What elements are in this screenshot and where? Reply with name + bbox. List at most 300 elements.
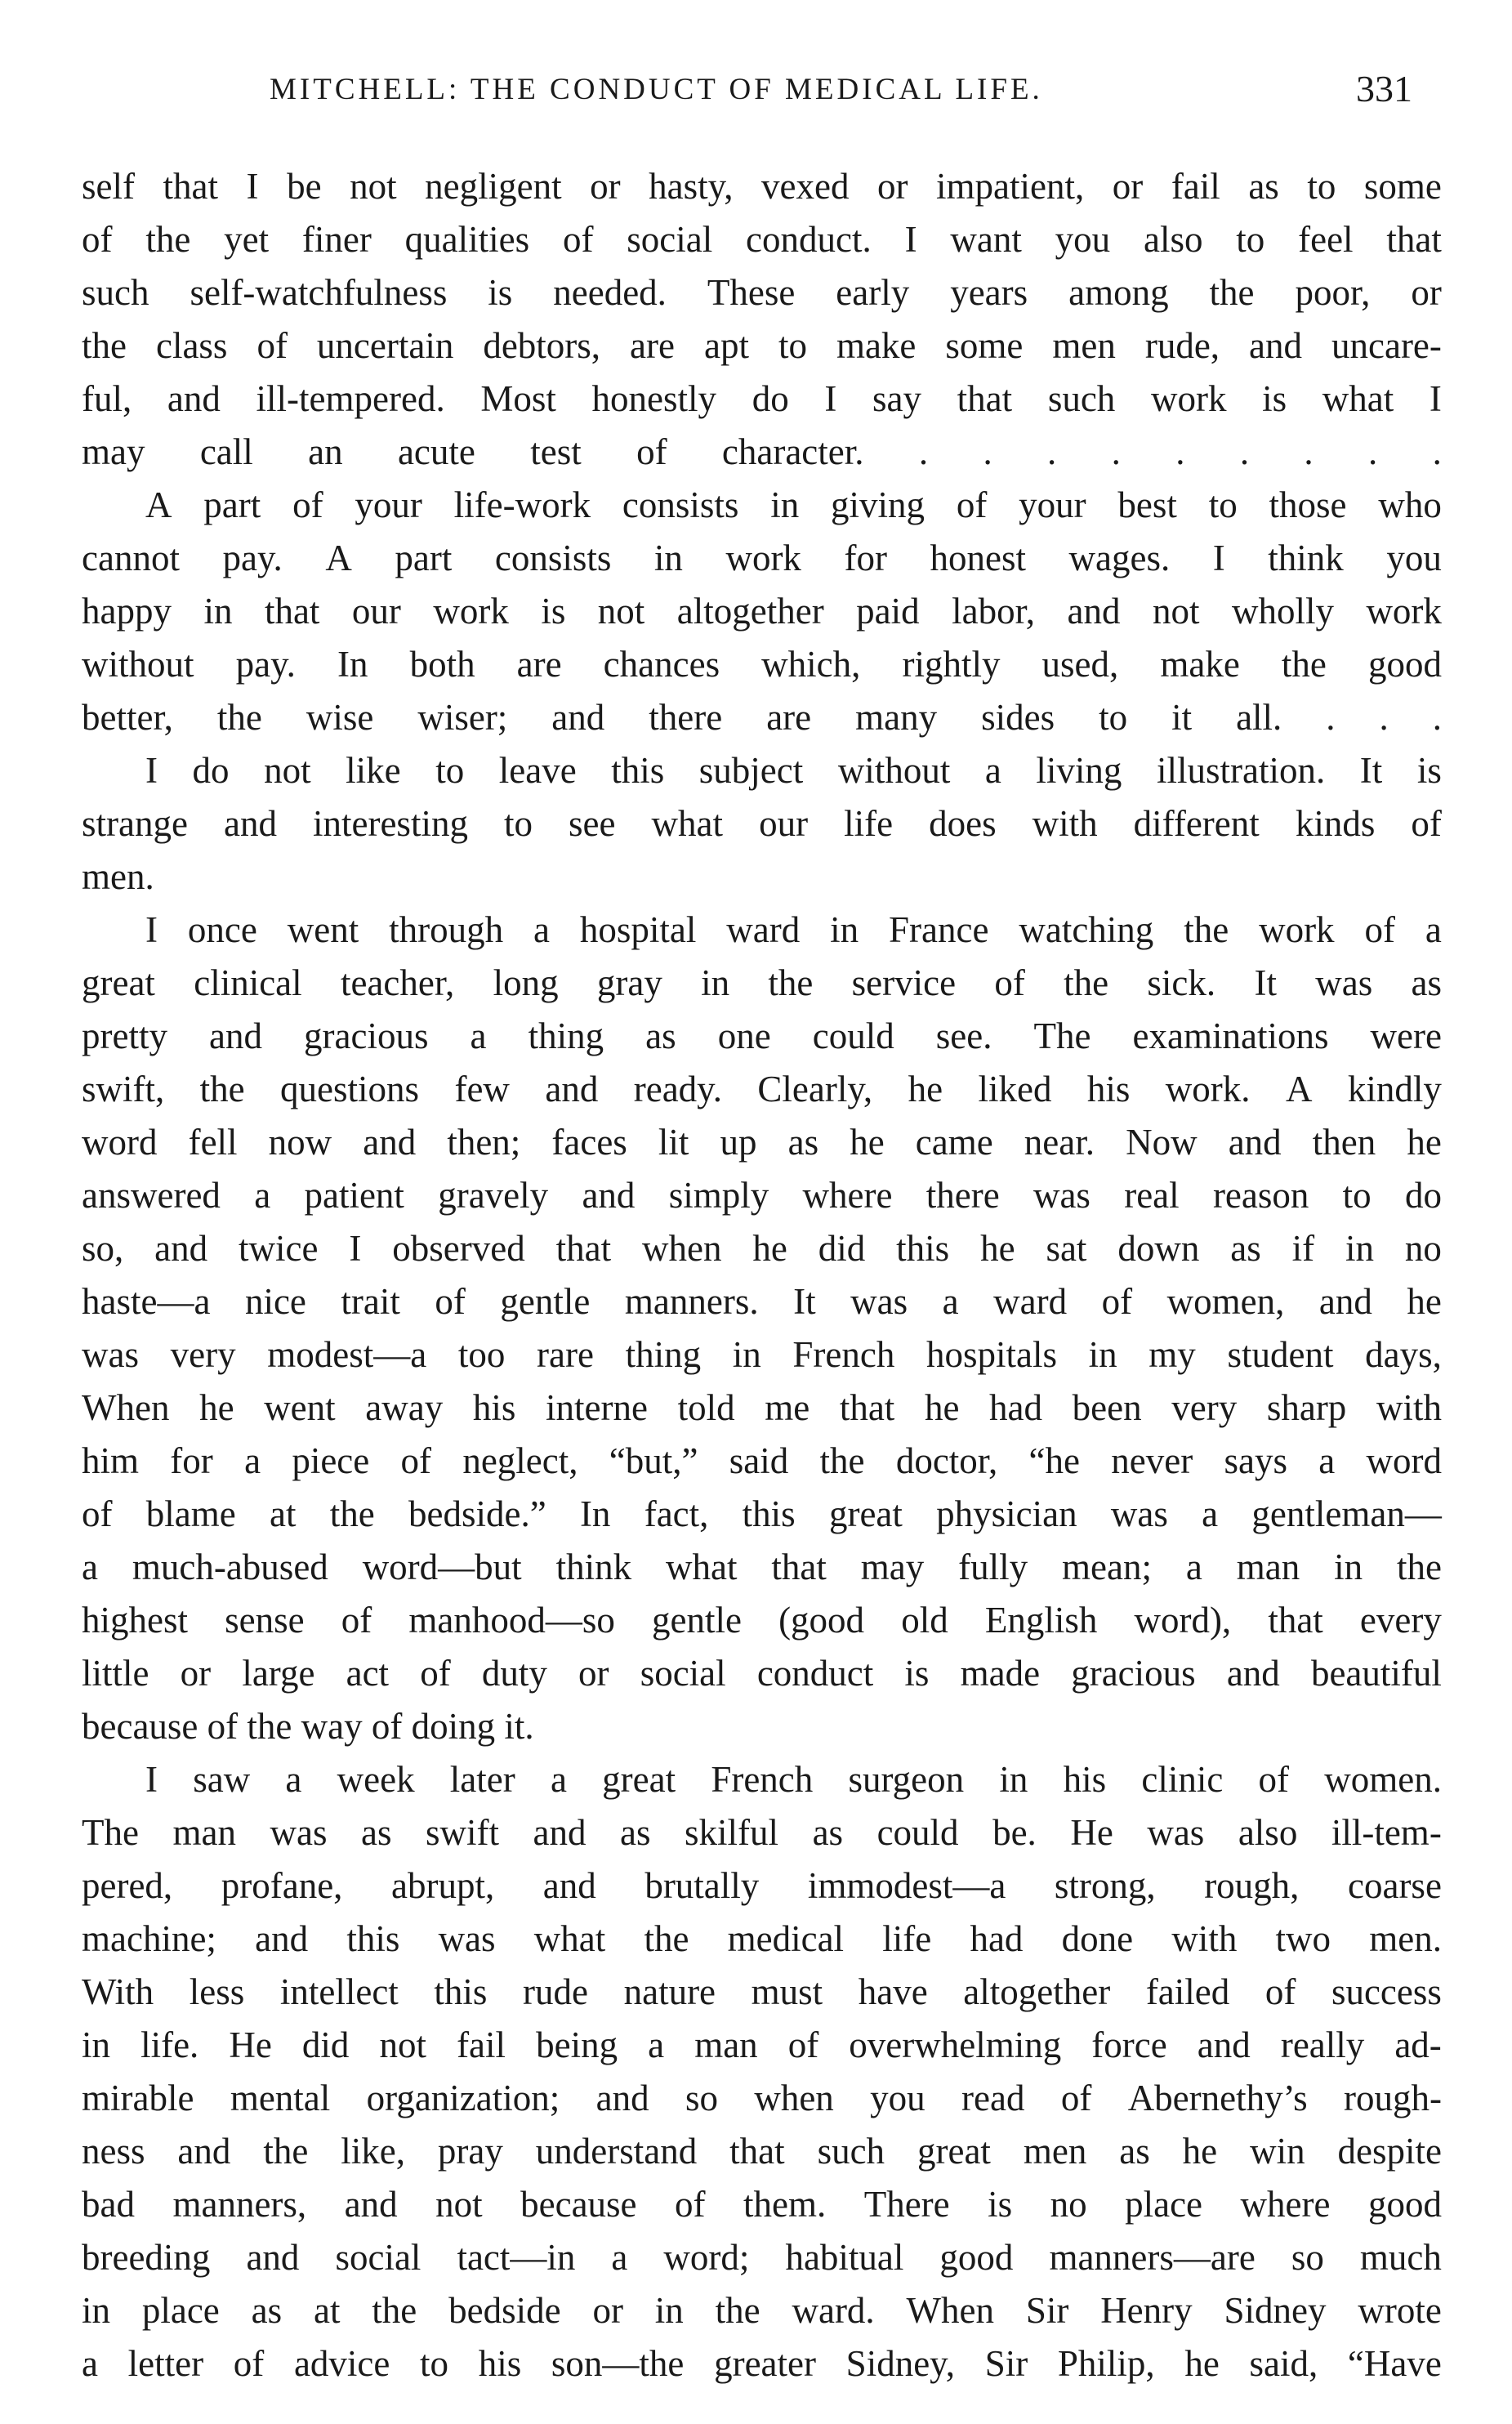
word: A [325,538,352,578]
word: of [400,1440,432,1481]
word: as [251,2290,283,2331]
word: used, [1041,644,1119,685]
word: our [759,803,809,844]
word: physician [936,1493,1077,1534]
word: medical [727,1918,845,1959]
word: great [917,2131,991,2172]
word: such [82,272,149,313]
word: . [1304,431,1314,472]
word: force [1091,2024,1167,2065]
word: and [551,697,605,738]
text-line [82,1435,1442,1488]
word: needed. [553,272,667,313]
word: it [1171,697,1193,738]
word: are [766,697,812,738]
word: also [1143,219,1203,260]
word: think [1268,538,1344,578]
word: he [908,1069,943,1109]
word: and [246,2237,300,2278]
word: Most [480,378,556,419]
word: men [1052,325,1116,366]
word: There [863,2184,950,2225]
word: He [229,2024,272,2065]
word: doctor, [895,1440,998,1481]
word: social [640,1653,726,1694]
word: feel [1298,219,1354,260]
word: word [82,1122,158,1163]
word: very [1171,1387,1238,1428]
word: this [611,750,665,791]
word: long [493,962,559,1003]
word: intellect [279,1971,399,2012]
word: this [896,1228,950,1269]
word: you [870,2078,925,2118]
word: strong, [1054,1865,1156,1906]
word: some [945,325,1024,366]
word: also [1238,1812,1298,1853]
word: and [1249,325,1303,366]
word: as [1248,166,1279,207]
text-line [82,2125,1442,2178]
word: the [329,1493,375,1534]
word: son—the [551,2343,685,2384]
word: machine; [82,1918,216,1959]
word: faces [551,1122,627,1163]
word: few [454,1069,510,1109]
word: brutally [644,1865,760,1906]
word: this [434,1971,488,2012]
word: not [264,750,311,791]
word: once [187,909,257,950]
word: his [1086,1069,1131,1109]
word: manners—are [1049,2237,1256,2278]
word: is [488,272,513,313]
word: was [1315,962,1373,1003]
word: much [1359,2237,1442,2278]
word: mental [230,2078,331,2118]
word: are [630,325,675,366]
word: want [950,219,1022,260]
word: went [287,909,359,950]
word: apt [703,325,749,366]
word: as [620,1812,651,1853]
word: sense [225,1600,305,1641]
word: every [1359,1600,1442,1641]
word: French [792,1334,895,1375]
word: there [925,1175,1000,1216]
word: being [536,2024,618,2065]
word: or [1411,272,1442,313]
word: he [1184,2343,1220,2384]
word: In [579,1493,611,1534]
word: later [449,1759,515,1800]
word: of [420,1653,451,1694]
word: good [939,2237,1014,2278]
word: a [470,1016,487,1056]
word: observed [392,1228,525,1269]
text-line [82,1169,1442,1222]
word: saw [193,1759,251,1800]
word: When [906,2290,994,2331]
text-line: men. [82,856,154,897]
word: the [82,325,127,366]
body-text [82,160,1442,2391]
word: to [504,803,533,844]
text-line [82,1116,1442,1169]
word: no [1050,2184,1087,2225]
word: the [145,219,191,260]
word: great [828,1493,903,1534]
word: a [1318,1440,1336,1481]
word: advice [293,2343,390,2384]
word: a [82,1547,98,1587]
word: questions [280,1069,420,1109]
word: “but,” [609,1440,698,1481]
word: wrote [1358,2290,1442,2331]
word: with [1376,1387,1442,1428]
word: highest [82,1600,188,1641]
word: It [1254,962,1277,1003]
word: see. [935,1016,992,1056]
text-line [82,957,1442,1010]
word: . [1175,431,1185,472]
word: then [1312,1122,1376,1163]
word: great [602,1759,676,1800]
word: where [1240,2184,1331,2225]
word: ill-tem- [1331,1812,1442,1853]
word: of [956,484,988,525]
text-line [82,479,1442,532]
word: at [269,1493,297,1534]
word: no [1404,1228,1442,1269]
word: his [472,1387,516,1428]
word: he [1407,1281,1442,1322]
word: greater [714,2343,816,2384]
word: or [590,166,621,207]
word: of [1060,2078,1092,2118]
word: he [1407,1122,1442,1163]
word: Henry [1100,2290,1193,2331]
word: self [82,166,135,207]
text-line [82,691,1442,744]
word: swift [426,1812,499,1853]
word: so [1291,2237,1324,2278]
word: two [1275,1918,1331,1959]
word: “Have [1347,2343,1442,2384]
word: the [199,1069,245,1109]
word: thing [625,1334,702,1375]
word: clinic [1141,1759,1224,1800]
word: my [1148,1334,1196,1375]
text-line [82,1541,1442,1594]
word: wise [306,697,374,738]
running-head: MITCHELL: THE CONDUCT OF MEDICAL LIFE. [270,73,1043,106]
word: gray [596,962,662,1003]
word: and [344,2184,398,2225]
word: to [1307,166,1336,207]
word: France [889,909,989,950]
word: week [337,1759,415,1800]
word: student [1227,1334,1334,1375]
word: “he [1028,1440,1080,1481]
word: of [1258,1759,1290,1800]
word: mean; [1062,1547,1152,1587]
word: a [550,1759,567,1800]
word: he [1182,2131,1218,2172]
word: do [752,378,789,419]
text-line [82,1328,1442,1382]
word: had [989,1387,1043,1428]
word: away [365,1387,444,1428]
word: in [770,484,800,525]
word: subject [698,750,804,791]
word: or [592,2290,623,2331]
word: understand [535,2131,698,2172]
word: little [82,1653,149,1694]
word: and [363,1122,417,1163]
word: is [1416,750,1442,791]
word: and [1228,1122,1282,1163]
word: negligent [425,166,562,207]
word: in [1345,1228,1375,1269]
word: like, [341,2131,405,2172]
word: (good [778,1600,865,1641]
word: women, [1166,1281,1285,1322]
word: if [1291,1228,1315,1269]
word: do [1404,1175,1442,1216]
word: social [627,219,713,260]
word: came [915,1122,993,1163]
word: he [199,1387,234,1428]
word: pray [437,2131,503,2172]
text-line [82,797,1442,850]
word: your [355,484,422,525]
word: is [541,591,566,632]
text-line [82,373,1442,426]
text-line [82,266,1442,319]
word: now [268,1122,332,1163]
text-line [82,1594,1442,1647]
word: gentle [651,1600,742,1641]
word: in [203,591,233,632]
word: real [1124,1175,1180,1216]
word: man [172,1812,236,1853]
word: you [1055,219,1111,260]
word: sharp [1266,1387,1347,1428]
word: altogether [676,591,824,632]
word: he [924,1387,960,1428]
word: or [578,1653,609,1694]
word: sides [981,697,1055,738]
word: never [1111,1440,1193,1481]
word: of [435,1281,466,1322]
word: and [177,2131,231,2172]
word: best [1117,484,1177,525]
word: not [379,2024,426,2065]
word: finer [301,219,372,260]
word: ward [993,1281,1068,1322]
word: chances [603,644,720,685]
word: debtors, [483,325,601,366]
word: was [1033,1175,1091,1216]
word: for [170,1440,213,1481]
word: and [595,2078,649,2118]
word: word; [663,2237,750,2278]
word: was [1110,1493,1168,1534]
word: the [372,2290,417,2331]
word: say [872,378,922,419]
text-line [82,319,1442,373]
word: then; [447,1122,521,1163]
word: labor, [952,591,1036,632]
word: Sidney [1224,2290,1327,2331]
word: early [836,272,910,313]
word: both [409,644,475,685]
word: life [844,803,894,844]
word: was [438,1918,496,1959]
word: gentleman— [1251,1493,1442,1534]
word: call [199,431,253,472]
word: and [209,1016,262,1056]
word: I [145,909,158,950]
word: nice [244,1281,306,1322]
word: a [244,1440,261,1481]
word: a [984,750,1001,791]
text-line [82,160,1442,213]
word: women. [1324,1759,1442,1800]
word: is [988,2184,1013,2225]
word: qualities [404,219,530,260]
word: fail [457,2024,506,2065]
word: good [1367,644,1442,685]
word: Now [1126,1122,1198,1163]
word: modest—a [267,1334,427,1375]
word: . [918,431,929,472]
word: your [1019,484,1086,525]
word: tact—in [457,2237,576,2278]
word: was [1147,1812,1205,1853]
word: think [555,1547,632,1587]
word: uncare- [1331,325,1442,366]
word: of [341,1600,372,1641]
word: with [1171,1918,1238,1959]
word: must [751,1971,823,2012]
word: his [1063,1759,1107,1800]
word: the [768,962,814,1003]
word: win [1250,2131,1305,2172]
word: men [1023,2131,1087,2172]
word: gentle [500,1281,591,1322]
word: very [170,1334,236,1375]
word: overwhelming [849,2024,1062,2065]
word: make [1160,644,1240,685]
word: what [533,1918,606,1959]
word: and [1197,2024,1251,2065]
word: a [648,2024,665,2065]
word: paid [856,591,920,632]
word: and [545,1069,599,1109]
word: happy [82,591,172,632]
word: a [611,2237,628,2278]
word: work [1259,909,1335,950]
word: teacher, [340,962,455,1003]
word: In [337,644,368,685]
word: the [1184,909,1229,950]
word: that [264,591,320,632]
text-line [82,2019,1442,2072]
word: pered, [82,1865,173,1906]
word: and [223,803,277,844]
word: haste—a [82,1281,211,1322]
word: as [645,1016,676,1056]
word: . [1111,431,1121,472]
word: answered [82,1175,221,1216]
word: duty [481,1653,547,1694]
word: those [1269,484,1347,525]
word: some [1363,166,1442,207]
word: to [1099,697,1128,738]
word: poor, [1295,272,1371,313]
word: habitual [785,2237,904,2278]
word: . [983,431,992,472]
word: Philip, [1057,2343,1155,2384]
word: social [335,2237,421,2278]
word: in [653,538,683,578]
word: The [82,1812,139,1853]
text-line [82,213,1442,266]
word: up [720,1122,757,1163]
word: . [1379,697,1389,738]
word: the [1209,272,1255,313]
word: of [1411,803,1442,844]
word: ward [726,909,801,950]
text-line: because of the way of doing it. [82,1706,534,1747]
word: not [597,591,645,632]
word: he [980,1228,1015,1269]
word: of [994,962,1025,1003]
word: bad [82,2184,135,2225]
word: or [877,166,908,207]
word: Sir [984,2343,1028,2384]
word: different [1133,803,1260,844]
word: does [929,803,997,844]
word: was [270,1812,328,1853]
text-line [82,2178,1442,2231]
word: is [904,1653,930,1694]
text-line [82,1063,1442,1116]
text-line [82,744,1442,797]
text-line [82,1806,1442,1859]
word: nature [623,1971,716,2012]
word: giving [831,484,925,525]
word: It [793,1281,816,1322]
word: I [145,1759,158,1800]
word: and [542,1865,596,1906]
text-line [82,1966,1442,2019]
word: ness [82,2131,145,2172]
word: I [824,378,837,419]
word: which, [761,644,861,685]
text-line [82,1913,1442,1966]
word: who [1378,484,1442,525]
word: . [1432,431,1442,472]
word: altogether [963,1971,1111,2012]
word: a [533,909,550,950]
word: that [729,2131,785,2172]
word: such [1047,378,1116,419]
word: such [817,2131,885,2172]
word: is [1262,378,1287,419]
